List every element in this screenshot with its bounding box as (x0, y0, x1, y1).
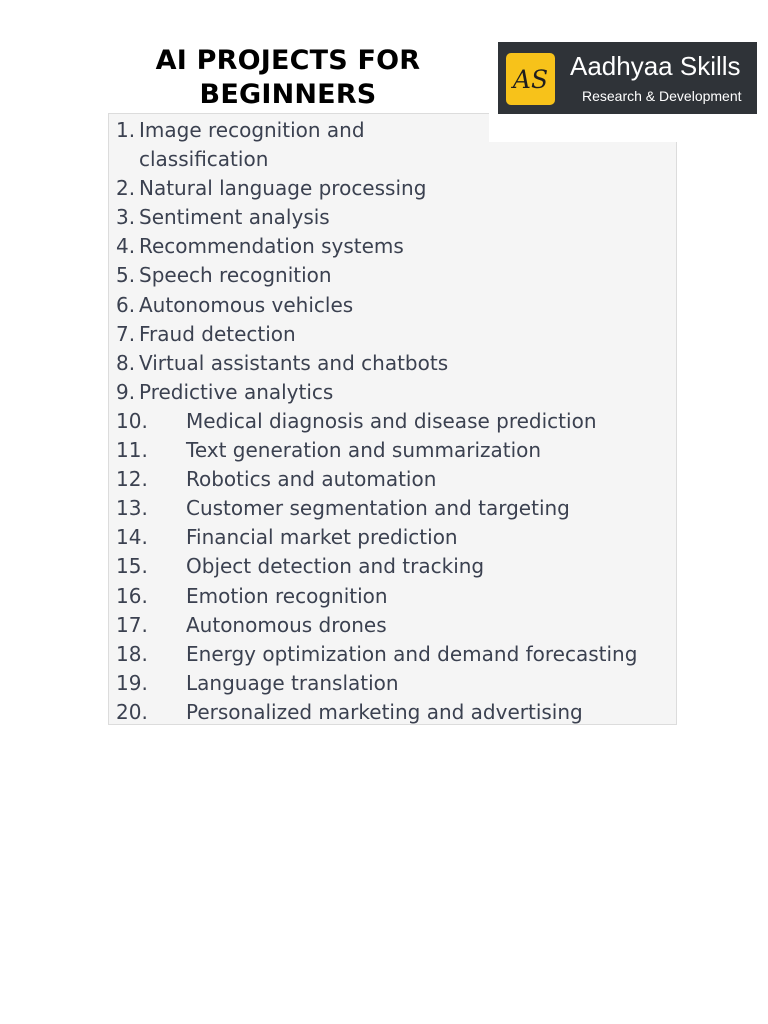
item-text: Energy optimization and demand forecasting (186, 641, 638, 666)
list-item (116, 552, 485, 581)
item-text: Sentiment analysis (139, 205, 330, 230)
item-number: 7. (116, 321, 136, 346)
item-number: 16. (116, 583, 148, 608)
logo-mark: AS (506, 53, 555, 105)
list-item (116, 698, 583, 727)
brand-logo (498, 42, 757, 114)
item-number: 4. (116, 234, 136, 259)
item-text: Financial market prediction (186, 525, 458, 550)
item-text: Customer segmentation and targeting (186, 496, 570, 521)
list-item (116, 611, 387, 640)
list-item (116, 436, 542, 465)
item-number: 5. (116, 263, 136, 288)
item-number: 17. (116, 612, 148, 637)
item-text: Recommendation systems (139, 234, 404, 259)
item-text: Language translation (186, 670, 399, 695)
list-item (116, 669, 399, 698)
item-number: 15. (116, 554, 148, 579)
item-number: 8. (116, 350, 136, 375)
list-item (116, 523, 458, 552)
item-text: Virtual assistants and chatbots (139, 350, 449, 375)
item-number: 18. (116, 641, 148, 666)
logo-backdrop (489, 112, 681, 142)
list-item (116, 232, 404, 261)
item-text: Object detection and tracking (186, 554, 485, 579)
list-item (116, 291, 354, 320)
item-text: Image recognition and classification (139, 118, 365, 172)
item-text: Robotics and automation (186, 467, 437, 492)
item-number: 14. (116, 525, 148, 550)
item-number: 1. (116, 118, 136, 142)
list-item (116, 582, 388, 611)
item-text: Predictive analytics (139, 379, 334, 404)
item-text: Medical diagnosis and disease prediction (186, 408, 597, 433)
item-number: 6. (116, 292, 136, 317)
item-text: Natural language processing (139, 176, 427, 201)
item-number: 12. (116, 467, 148, 492)
item-number: 19. (116, 670, 148, 695)
list-item (116, 640, 638, 669)
item-text: Speech recognition (139, 263, 332, 288)
item-number: 11. (116, 438, 148, 463)
list-item (116, 203, 330, 232)
title-line-1: AI PROJECTS FOR (155, 45, 421, 76)
title-line-2: BEGINNERS (199, 79, 377, 110)
list-item (116, 320, 296, 349)
project-list (116, 116, 638, 727)
list-item (116, 494, 570, 523)
item-number: 3. (116, 205, 136, 230)
item-text: Autonomous drones (186, 612, 387, 637)
list-item (116, 349, 449, 378)
item-text: Emotion recognition (186, 583, 388, 608)
item-text: Autonomous vehicles (139, 292, 354, 317)
item-number: 2. (116, 176, 136, 201)
list-item (116, 116, 365, 174)
item-text: Text generation and summarization (186, 438, 542, 463)
logo-tagline: Research & Development (582, 88, 742, 104)
list-item (116, 261, 332, 290)
item-number: 20. (116, 699, 148, 724)
item-number: 10. (116, 408, 148, 433)
page-title (150, 44, 426, 112)
list-item (116, 465, 437, 494)
list-item (116, 407, 597, 436)
logo-name: Aadhyaa Skills (570, 51, 741, 81)
item-text: Personalized marketing and advertising (186, 699, 583, 724)
list-item (116, 378, 334, 407)
item-number: 9. (116, 379, 136, 404)
list-item (116, 174, 427, 203)
item-text: Fraud detection (139, 321, 296, 346)
item-number: 13. (116, 496, 148, 521)
